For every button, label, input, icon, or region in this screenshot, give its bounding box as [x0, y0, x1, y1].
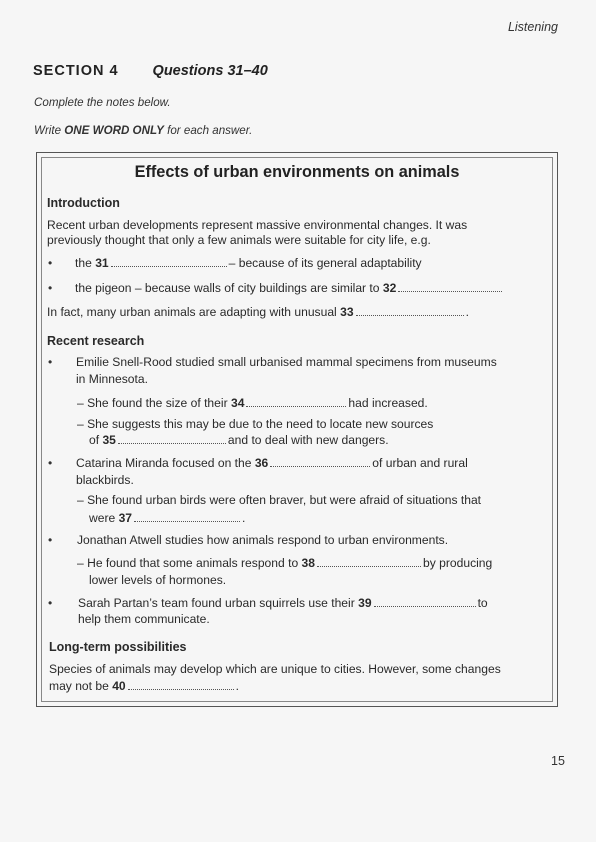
atwell-line: Jonathan Atwell studies how animals respond to urban environments. [77, 533, 449, 547]
q32-number: 32 [382, 281, 397, 295]
q31-answer-blank[interactable] [111, 256, 227, 267]
notes-title: Effects of urban environments on animals [134, 163, 460, 181]
bullet-icon: • [48, 256, 53, 270]
snell-rood-line2: in Minnesota. [76, 372, 148, 386]
q37-answer-blank[interactable] [134, 511, 240, 522]
page-number: 15 [551, 754, 565, 768]
q39-number: 39 [358, 596, 372, 610]
research-heading: Recent research [47, 334, 145, 348]
section-title: SECTION 4 [33, 63, 119, 79]
bullet-icon: • [48, 355, 53, 369]
partan-line2: help them communicate. [78, 612, 210, 626]
q36-answer-blank[interactable] [270, 456, 370, 467]
q36-line: Catarina Miranda focused on the 36 of urban and rural [76, 456, 468, 470]
q31-line: the 31 – because of its general adaptability [75, 256, 422, 270]
q39-line: Sarah Partan’s team found urban squirrels use their 39 to [78, 596, 488, 610]
atwell-hormones: lower levels of hormones. [89, 573, 227, 587]
q38-answer-blank[interactable] [317, 556, 421, 567]
longterm-heading: Long-term possibilities [49, 640, 187, 654]
intro-paragraph-line1: Recent urban developments represent massive environmental changes. It was [47, 218, 468, 232]
questions-range: Questions 31–40 [152, 63, 268, 79]
bullet-icon: • [48, 533, 53, 547]
q34-line: – She found the size of their 34 had increased. [77, 396, 428, 410]
snell-rood-suggestion: – She suggests this may be due to the need to locate new sources [77, 417, 434, 431]
intro-paragraph-line2: previously thought that only a few animals were suitable for city life, e.g. [47, 233, 431, 247]
q33-number: 33 [340, 305, 354, 319]
instruction-complete-notes: Complete the notes below. [34, 96, 171, 109]
section-heading [33, 63, 268, 79]
q36-number: 36 [254, 456, 269, 470]
q34-answer-blank[interactable] [246, 396, 346, 407]
q35-line: of 35 and to deal with new dangers. [89, 433, 389, 447]
miranda-finding: – She found urban birds were often braver, but were afraid of situations that [77, 493, 482, 507]
q40-answer-blank[interactable] [128, 679, 234, 690]
q40-number: 40 [112, 679, 126, 693]
bullet-icon: • [48, 596, 53, 610]
q32-answer-blank[interactable] [398, 281, 502, 292]
q38-number: 38 [301, 556, 315, 570]
q38-line: – He found that some animals respond to 38 by producing [77, 556, 493, 570]
intro-heading: Introduction [47, 196, 120, 210]
bullet-icon: • [48, 456, 53, 470]
longterm-line1: Species of animals may develop which are unique to cities. However, some changes [49, 662, 501, 676]
q34-number: 34 [230, 396, 245, 410]
q33-line: In fact, many urban animals are adapting with unusual 33 . [47, 305, 469, 319]
q32-line: the pigeon – because walls of city buildings are similar to 32 [75, 281, 504, 296]
miranda-line2: blackbirds. [76, 473, 134, 487]
q40-line: may not be 40 . [49, 679, 240, 693]
q37-line: were 37 . [89, 511, 246, 525]
q37-number: 37 [118, 511, 133, 525]
instruction-word-limit: Write ONE WORD ONLY for each answer. [34, 124, 253, 137]
snell-rood-line1: Emilie Snell-Rood studied small urbanised mammal specimens from museums [76, 355, 497, 369]
q39-answer-blank[interactable] [374, 596, 476, 607]
q35-answer-blank[interactable] [118, 433, 226, 444]
q31-number: 31 [95, 256, 109, 270]
q33-answer-blank[interactable] [356, 305, 464, 316]
q35-number: 35 [102, 433, 116, 447]
page-section-label: Listening [507, 20, 558, 34]
bullet-icon: • [48, 281, 53, 295]
